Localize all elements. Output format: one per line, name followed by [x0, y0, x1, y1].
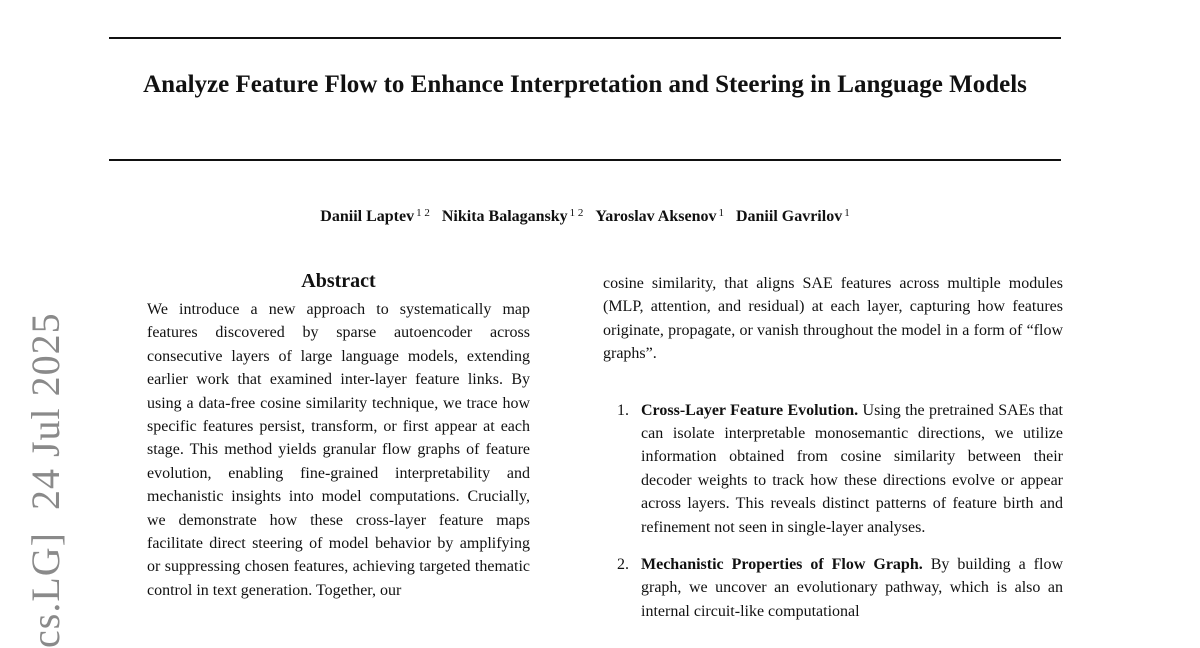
list-item-text: By building a flow graph, we uncover an evolutionary pathway, which is also an internal circuit-like computational	[641, 556, 1064, 620]
list-item-lead: Mechanistic Properties of Flow Graph.	[641, 556, 923, 574]
list-item-lead: Cross-Layer Feature Evolution.	[641, 401, 859, 419]
abstract-column	[147, 268, 530, 602]
author-affiliation: 1 2	[569, 207, 584, 219]
author-name: Yaroslav Aksenov	[595, 208, 717, 225]
list-item-text: Using the pretrained SAEs that can isolate interpretable monosemantic directions, we utilize information obtained from cosine similarity between their decoder weights to track how these directions evolve or appear across layers. This reveals distinct patterns of feature birth and refinement not seen in single-layer analyses.	[641, 401, 1064, 536]
abstract-heading: Abstract	[301, 270, 376, 292]
list-item-number: 2.	[617, 556, 629, 574]
list-item	[603, 399, 1063, 539]
list-item	[603, 553, 1063, 623]
list-item-number: 1.	[617, 401, 629, 419]
author	[736, 208, 850, 225]
introduction-column	[603, 272, 1063, 623]
author-affiliation: 1	[844, 207, 850, 219]
abstract-text: We introduce a new approach to systematically map features discovered by sparse autoencoder across consecutive layers of large language models, extending earlier work that examined inter-layer feature links. By using a data-free cosine similarity technique, we trace how specific features persist, transform, or first appear at each stage. This method yields granular flow graphs of feature evolution, enabling fine-grained interpretability and mechanistic insights into model computations. Crucially, we demonstrate how these cross-layer feature maps facilitate direct steering of model behavior by amplifying or suppressing chosen features, achieving targeted thematic control in text generation. Together, our	[147, 301, 530, 599]
author	[320, 208, 430, 225]
author-affiliation: 1	[718, 207, 724, 219]
paper-title: Analyze Feature Flow to Enhance Interpretation and Steering in Language Models	[143, 71, 1027, 98]
author-name: Nikita Balagansky	[441, 208, 568, 225]
title-rule-bottom	[109, 159, 1061, 161]
author	[442, 208, 584, 225]
author-affiliation: 1 2	[416, 207, 430, 219]
arxiv-side-stamp: cs.LG] 24 Jul 2025	[23, 312, 68, 648]
author-name: Daniil Laptev	[320, 208, 415, 225]
author	[595, 208, 724, 225]
author-name: Daniil Gavrilov	[735, 208, 843, 225]
intro-continuation: cosine similarity, that aligns SAE features across multiple modules (MLP, attention, and residual) at each layer, capturing how features originate, propagate, or vanish throughout the model in a form of “flow graphs”.	[603, 275, 1063, 363]
author-list	[109, 203, 1061, 227]
title-rule-top	[109, 37, 1061, 39]
contribution-list	[603, 399, 1063, 624]
